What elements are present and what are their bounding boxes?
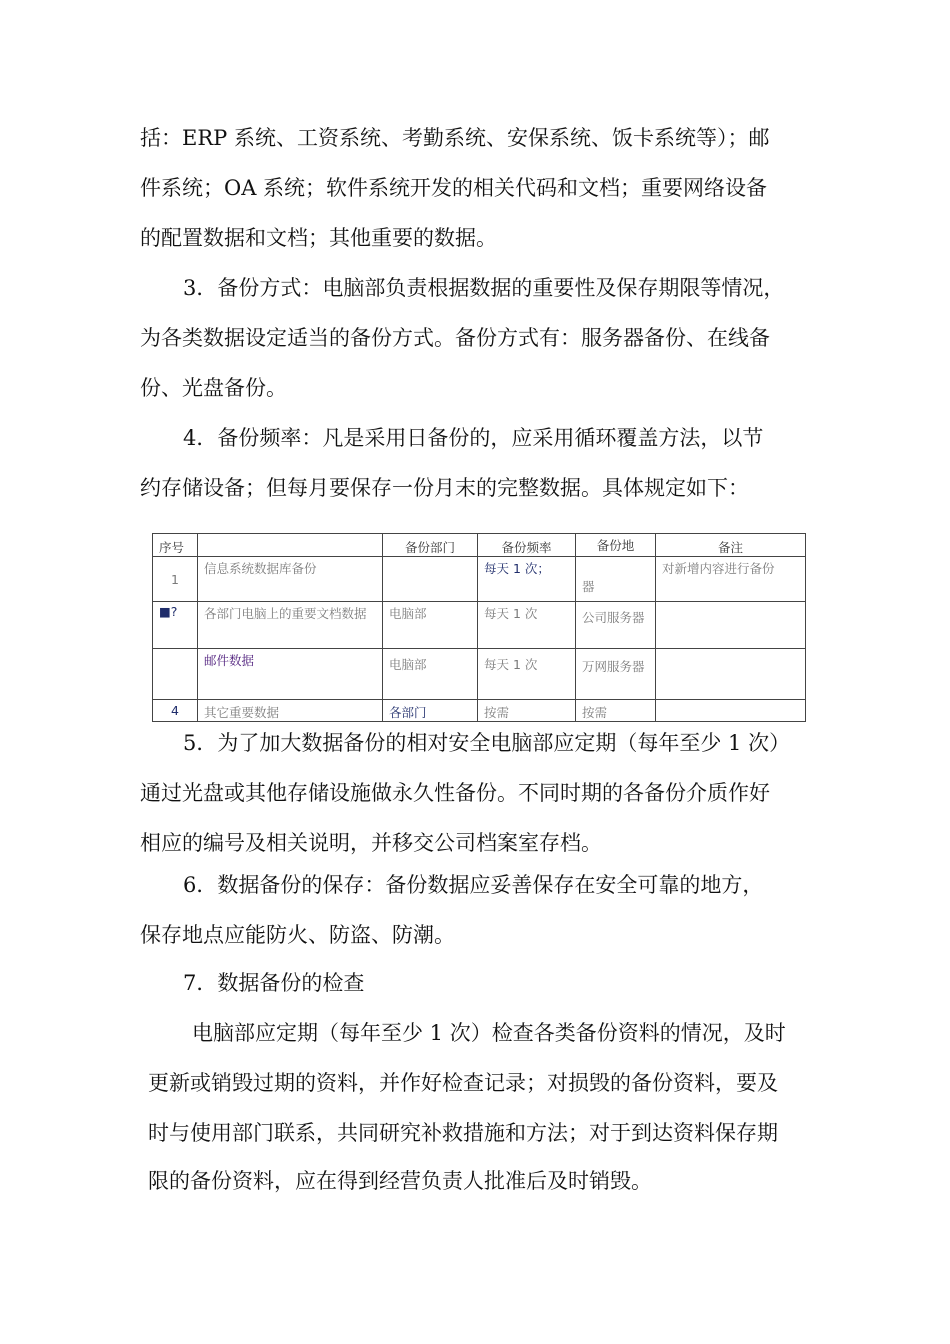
cell-index: 1 — [153, 557, 198, 602]
cell-item: 各部门电脑上的重要文档数据 — [198, 602, 383, 649]
cell-index: 4 — [153, 700, 198, 722]
cell-index: ■? — [153, 602, 198, 649]
table-row — [153, 557, 806, 602]
cell-location: 万网服务器 — [576, 649, 656, 700]
paragraph-line: 相应的编号及相关说明，并移交公司档案室存档。 — [140, 831, 602, 855]
cell-department: 电脑部 — [383, 649, 478, 700]
cell-remark — [656, 649, 806, 700]
table-row — [153, 602, 806, 649]
cell-department — [383, 557, 478, 602]
paragraph-line: 6．数据备份的保存：备份数据应妥善保存在安全可靠的地方， — [183, 873, 764, 897]
header-remark: 备注 — [656, 534, 806, 557]
paragraph-line: 件系统；OA 系统；软件系统开发的相关代码和文档；重要网络设备 — [140, 176, 768, 200]
cell-department: 电脑部 — [383, 602, 478, 649]
table-row — [153, 700, 806, 722]
cell-item: 其它重要数据 — [198, 700, 383, 722]
paragraph-line: 4．备份频率：凡是采用日备份的，应采用循环覆盖方法，以节 — [183, 426, 764, 450]
cell-frequency: 每天 1 次 — [478, 602, 576, 649]
cell-remark — [656, 602, 806, 649]
cell-index — [153, 649, 198, 700]
cell-item: 邮件数据 — [198, 649, 383, 700]
cell-location: 按需 — [576, 700, 656, 722]
cell-location — [576, 557, 656, 602]
backup-schedule-table — [152, 533, 806, 722]
cell-item: 信息系统数据库备份 — [198, 557, 383, 602]
paragraph-line: 3．备份方式：电脑部负责根据数据的重要性及保存期限等情况， — [183, 276, 785, 300]
header-frequency: 备份频率 — [478, 534, 576, 557]
paragraph-line: 保存地点应能防火、防盗、防潮。 — [140, 923, 455, 947]
paragraph-line: 括：ERP 系统、工资系统、考勤系统、安保系统、饭卡系统等）；邮 — [140, 126, 770, 150]
paragraph-line: 5．为了加大数据备份的相对安全电脑部应定期（每年至少 1 次） — [183, 731, 791, 755]
cell-frequency: 每天 1 次； — [478, 557, 576, 602]
paragraph-line: 份、光盘备份。 — [140, 376, 287, 400]
paragraph-line: 电脑部应定期（每年至少 1 次）检查各类备份资料的情况，及时 — [192, 1021, 786, 1045]
header-location: 备份地 — [576, 534, 656, 557]
cell-remark: 对新增内容进行备份 — [656, 557, 806, 602]
cell-location: 公司服务器 — [576, 602, 656, 649]
cell-remark — [656, 700, 806, 722]
section-heading: 7．数据备份的检查 — [183, 971, 365, 995]
table-row — [153, 649, 806, 700]
paragraph-line: 的配置数据和文档；其他重要的数据。 — [140, 226, 497, 250]
paragraph-line: 更新或销毁过期的资料，并作好检查记录；对损毁的备份资料，要及 — [148, 1071, 778, 1095]
paragraph-line: 约存储设备；但每月要保存一份月末的完整数据。具体规定如下： — [140, 476, 749, 500]
paragraph-line: 通过光盘或其他存储设施做永久性备份。不同时期的各备份介质作好 — [140, 781, 770, 805]
header-index: 序号 — [153, 534, 198, 557]
header-department: 备份部门 — [383, 534, 478, 557]
paragraph-line: 为各类数据设定适当的备份方式。备份方式有：服务器备份、在线备 — [140, 326, 770, 350]
cell-location-text: 器 — [582, 579, 595, 594]
cell-department: 各部门 — [383, 700, 478, 722]
paragraph-line: 时与使用部门联系，共同研究补救措施和方法；对于到达资料保存期 — [148, 1121, 778, 1145]
header-item — [198, 534, 383, 557]
cell-frequency: 每天 1 次 — [478, 649, 576, 700]
paragraph-line: 限的备份资料，应在得到经营负责人批准后及时销毁。 — [148, 1169, 652, 1193]
cell-frequency: 按需 — [478, 700, 576, 722]
table-header-row — [153, 534, 806, 557]
